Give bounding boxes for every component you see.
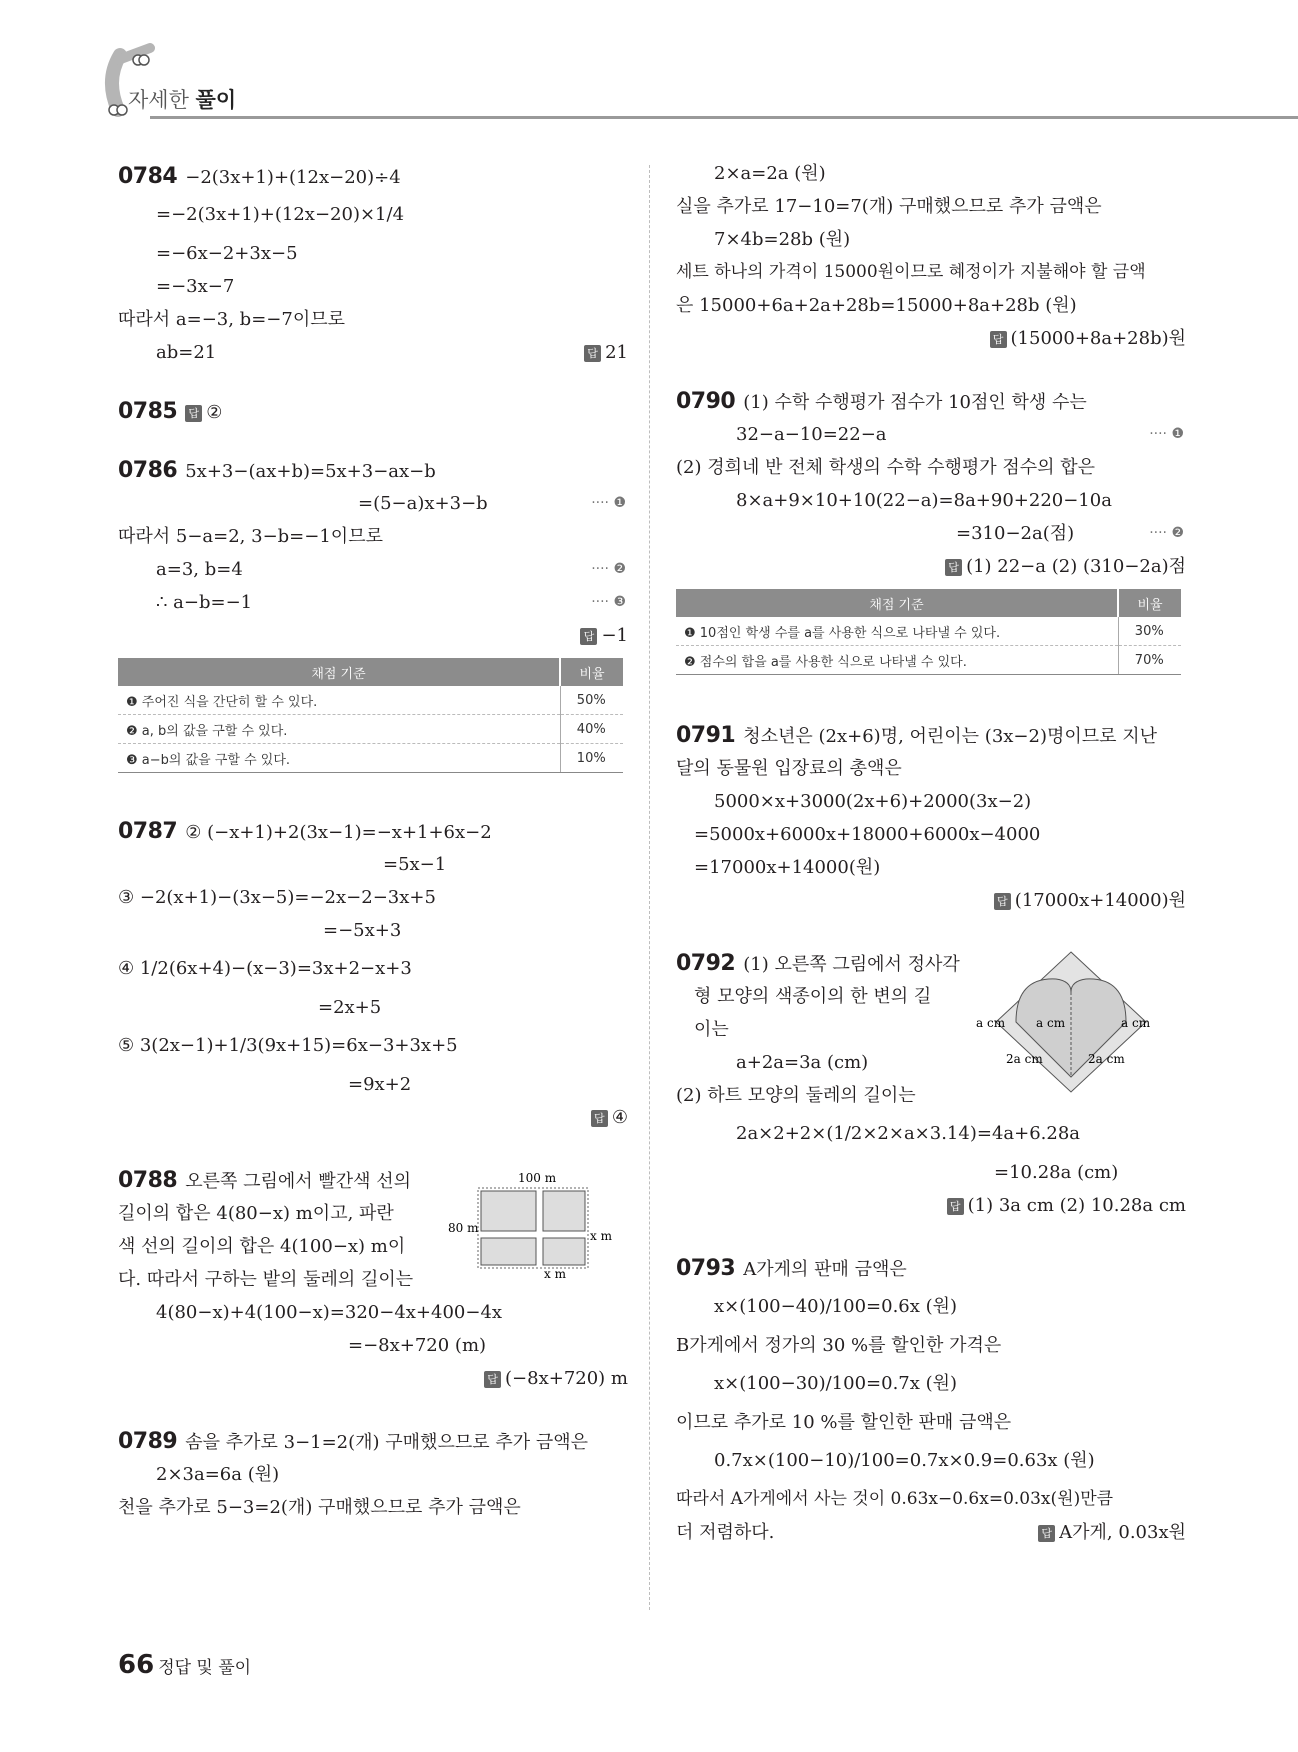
column-divider — [649, 165, 650, 1610]
problem-0789-part1: 0789 솜을 추가로 3−1=2(개) 구매했으므로 추가 금액은 2×3a=6a (원) 천을 추가로 5−3=2(개) 구매했으므로 추가 금액은 — [118, 1429, 589, 1518]
problem-0789-part2: 2×a=2a (원) 실을 추가로 17−10=7(개) 구매했으므로 추가 금액은 7×4b=28b (원) 세트 하나의 가격이 15000원이므로 혜정이가 지불해야 할 금액 은 15000+6a+2a+28b=15000+8a+28b (원) 답 (15000+8a+28b)원 — [676, 163, 1186, 349]
footer-label: 정답 및 풀이 — [158, 1658, 252, 1678]
svg-text:x m: x m — [590, 1229, 612, 1243]
page-number: 66 — [118, 1650, 155, 1680]
header-rule — [150, 116, 1298, 119]
heart-diagram — [976, 937, 1166, 1097]
svg-text:100 m: 100 m — [518, 1171, 557, 1185]
left-column — [118, 160, 628, 1524]
svg-text:a cm: a cm — [1121, 1016, 1151, 1030]
svg-text:x m: x m — [544, 1267, 566, 1278]
grading-table: 채점 기준 비율 ❶ 주어진 식을 간단히 할 수 있다. 50% ❷ a, b의 값을 구할 수 있다. 40% ❸ a−b의 값을 구할 수 있다. 10% — [118, 658, 623, 773]
field-diagram — [448, 1168, 628, 1278]
svg-text:2a cm: 2a cm — [1006, 1052, 1043, 1066]
svg-text:a cm: a cm — [1036, 1016, 1066, 1030]
problem-0784: 0784 −2(3x+1)+(12x−20)÷4 =−2(3x+1)+(12x−20)×1/4 =−6x−2+3x−5 =−3x−7 따라서 a=−3, b=−7이므로 ab=21 답 21 — [118, 164, 628, 363]
problem-0785: 0785 답 ② — [118, 399, 223, 424]
page-header — [0, 0, 1298, 140]
problem-0790: 0790 (1) 수학 수행평가 점수가 10점인 학생 수는 32−a−10=22−a ···· ❶ (2) 경희네 반 전체 학생의 수학 수행평가 점수의 합은 8×a+9×10+10(22−a)=8a+90+220−10a =310−2a(점) ···· ❷ 답 (1) 22−a (2) (310−2a)점 채점 기준 비율 ❶ 10점인 학생 수를 a를 사용한 식으로 나타낼 수 있다. 30% ❷ 점수의 합을 a를 사용한 식으로 나타낼 수 있다. 70% — [676, 385, 1186, 675]
problem-0793: 0793 A가게의 판매 금액은 x×(100−40)/100=0.6x (원) B가게에서 정가의 30 %를 할인한 가격은 x×(100−30)/100=0.7x (원) 이므로 추가로 10 %를 할인한 판매 금액은 0.7x×(100−10)/100=0.7x×0.9=0.63x (원) 따라서 A가게에서 사는 것이 0.63x−0.6x=0.03x(원)만큼 더 저렴하다. 답 A가게, 0.03x원 — [676, 1256, 1186, 1543]
problem-0786: 0786 5x+3−(ax+b)=5x+3−ax−b =(5−a)x+3−b ···· ❶ 따라서 5−a=2, 3−b=−1이므로 a=3, b=4 ···· ❷ ∴ a−b=−1 ···· ❸ 답 −1 채점 기준 비율 ❶ 주어진 식을 간단히 할 수 있다. 50% ❷ a, b의 값을 구할 수 있다. 40% ❸ a−b의 값을 구할 수 있다. 10% — [118, 454, 628, 773]
page-footer — [118, 1650, 251, 1680]
svg-text:80 m: 80 m — [448, 1221, 479, 1235]
problem-0788: 0788 오른쪽 그림에서 빨간색 선의 길이의 합은 4(80−x) m이고, 파란 색 선의 길이의 합은 4(100−x) m이 다. 따라서 구하는 밭의 둘레의 길이는 4(80−x)+4(100−x)=320−4x+400−4x =−8x+720 (m) 답 (−8x+720) m 100 m 80 m x m x m — [118, 1168, 628, 1389]
svg-text:2a cm: 2a cm — [1088, 1052, 1125, 1066]
problem-0792: 0792 (1) 오른쪽 그림에서 정사각 형 모양의 색종이의 한 변의 길 이는 a+2a=3a (cm) (2) 하트 모양의 둘레의 길이는 2a×2+2×(1/2×2×a×3.14)=4a+6.28a =10.28a (cm) 답 (1) 3a cm (2) 10.28a cm a cm a cm a cm 2a cm 2a cm — [676, 947, 1186, 1222]
problem-0791: 0791 청소년은 (2x+6)명, 어린이는 (3x−2)명이므로 지난 달의 동물원 입장료의 총액은 5000×x+3000(2x+6)+2000(3x−2) =5000x+6000x+18000+6000x−4000 =17000x+14000(원) 답 (17000x+14000)원 — [676, 723, 1186, 911]
problem-0787: 0787 ② (−x+1)+2(3x−1)=−x+1+6x−2 =5x−1 ③ −2(x+1)−(3x−5)=−2x−2−3x+5 =−5x+3 ④ 1/2(6x+4)−(x−3)=3x+2−x+3 =2x+5 ⑤ 3(2x−1)+1/3(9x+15)=6x−3+3x+5 =9x+2 답 ④ — [118, 819, 628, 1128]
right-column — [676, 157, 1186, 1549]
svg-text:a cm: a cm — [976, 1016, 1006, 1030]
section-title: 자세한 풀이 — [128, 88, 237, 112]
grading-table: 채점 기준 비율 ❶ 10점인 학생 수를 a를 사용한 식으로 나타낼 수 있다. 30% ❷ 점수의 합을 a를 사용한 식으로 나타낼 수 있다. 70% — [676, 589, 1181, 675]
